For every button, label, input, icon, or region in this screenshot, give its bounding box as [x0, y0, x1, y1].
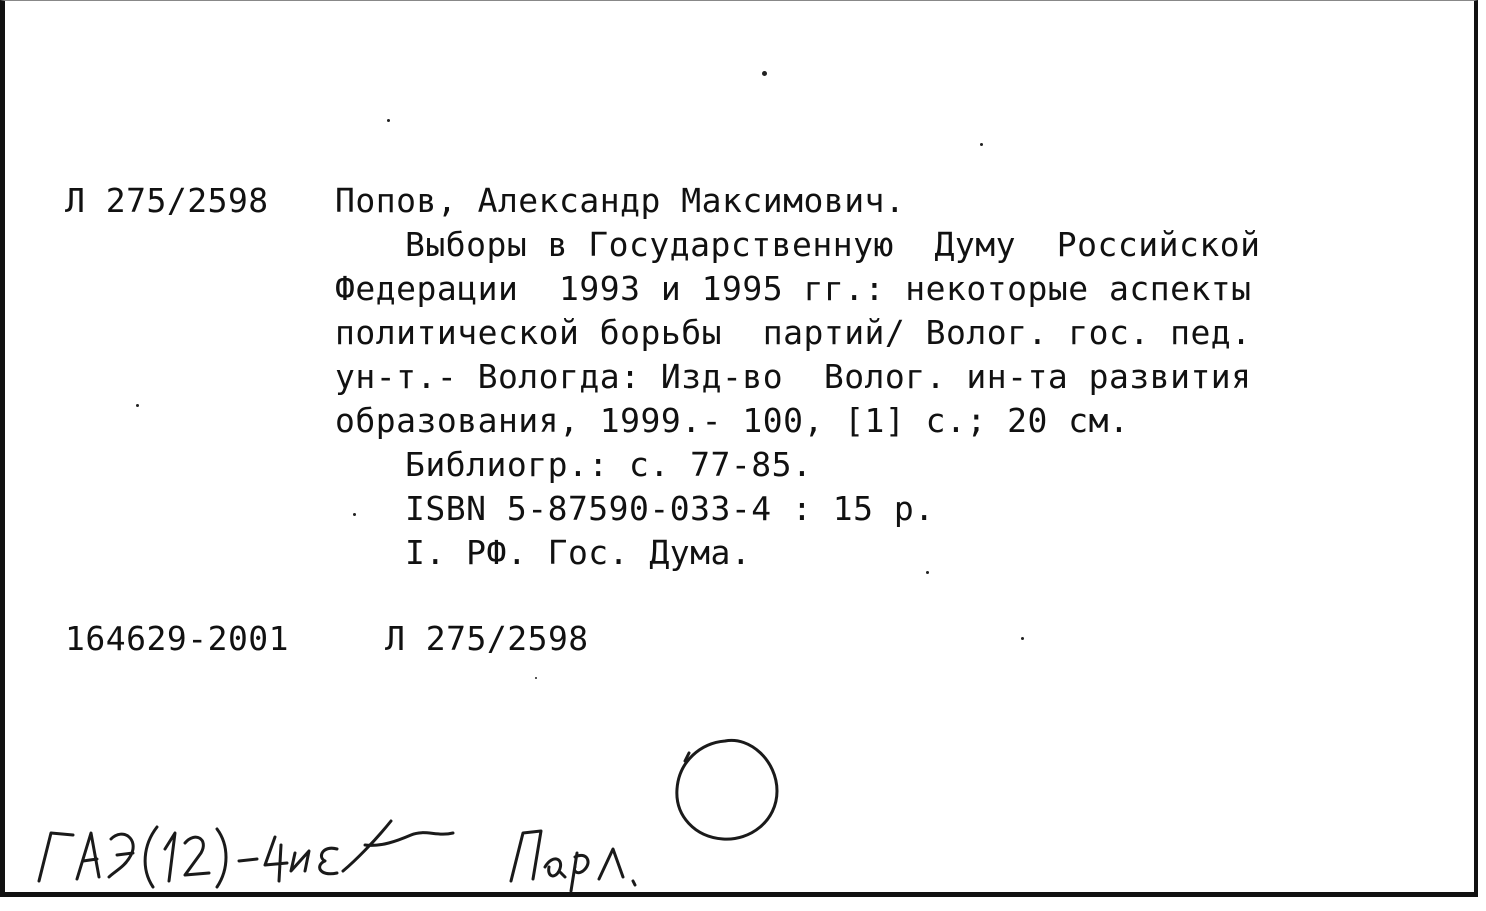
scan-speck	[136, 404, 139, 407]
scan-speck	[762, 71, 767, 76]
bibliography-note: Библиогр.: с. 77-85.	[405, 445, 813, 484]
accession-number: 164629-2001	[65, 619, 290, 658]
call-number: Л 275/2598	[65, 181, 269, 220]
scan-speck	[1021, 637, 1024, 640]
title-line: политической борьбы партий/ Волог. гос. пед.	[335, 313, 1252, 352]
title-line: образования, 1999.- 100, [1] с.; 20 см.	[335, 401, 1130, 440]
isbn-note: ISBN 5-87590-033-4 : 15 р.	[405, 489, 935, 528]
scan-speck	[387, 119, 390, 122]
title-line: Выборы в Государственную Думу Российской	[405, 225, 1261, 264]
title-line: Федерации 1993 и 1995 гг.: некоторые аспекты	[335, 269, 1252, 308]
title-line: ун-т.- Вологда: Изд-во Волог. ин-та развития	[335, 357, 1252, 396]
handwritten-shelf-mark	[25, 721, 805, 901]
accession-call-number: Л 275/2598	[385, 619, 589, 658]
scan-speck	[980, 143, 983, 146]
subject-note: I. РФ. Гос. Дума.	[405, 533, 752, 572]
author-name: Попов, Александр Максимович.	[335, 181, 906, 220]
scan-speck	[535, 677, 537, 679]
scan-speck	[926, 571, 929, 574]
scan-speck	[353, 513, 356, 516]
